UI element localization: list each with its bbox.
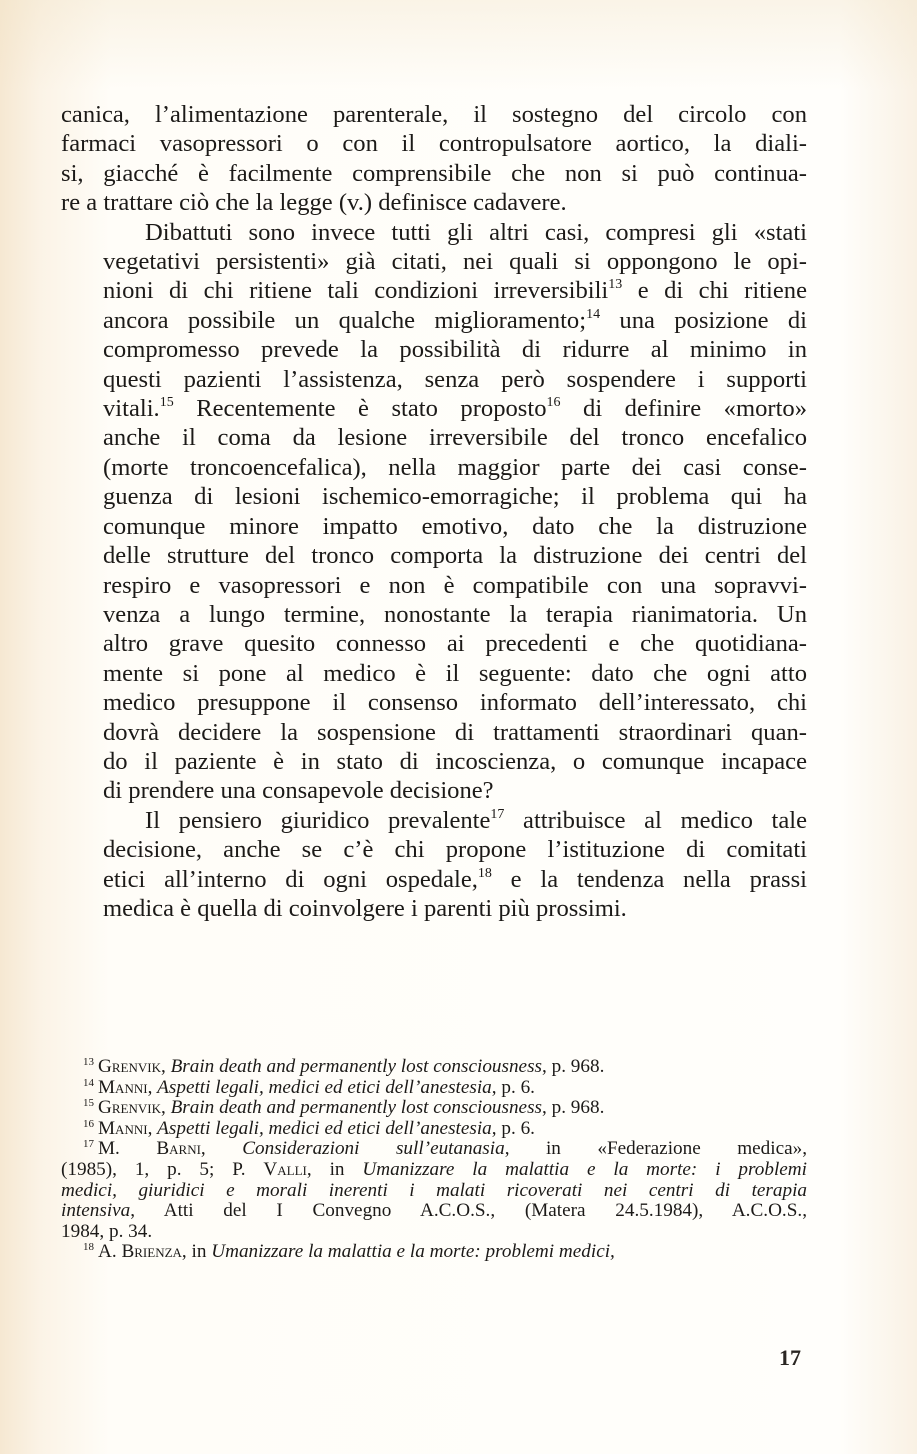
footnote-reference[interactable]: 18 <box>477 865 492 881</box>
text-line: canica, l’alimentazione parenterale, il sostegno del circolo con <box>61 101 807 128</box>
paragraph <box>61 100 807 218</box>
footnote-title: Brain death and permanently lost consciousness <box>170 1097 543 1119</box>
paragraph <box>61 218 807 806</box>
text-segment: ancora possibile un qualche miglioramento; <box>103 306 587 334</box>
footnote-reference[interactable]: 14 <box>586 306 601 322</box>
text-line: (morte troncoencefalica), nella maggior parte dei casi conse- <box>103 453 807 481</box>
text-line <box>61 806 807 835</box>
footnote-reference[interactable]: 17 <box>490 806 505 822</box>
text-line: medica è quella di coinvolgere i parenti più prossimi. <box>103 894 627 922</box>
footnote-text: , in «Federazione medica», <box>504 1138 807 1160</box>
footnote-line: $^{13}$ Grenvik, Brain death and permanently lost consciousness, p. 968. <box>83 1056 605 1077</box>
text-line: decisione, anche se c’è chi propone l’istituzione di comitati <box>103 836 807 864</box>
text-segment: e di chi ritiene <box>622 277 807 305</box>
footnote-author: Grenvik <box>98 1056 161 1077</box>
footnote-text: M. <box>98 1138 157 1160</box>
footnote-author: Brienza <box>121 1241 182 1263</box>
footnotes <box>61 1057 807 1263</box>
text-line: re a trattare ciò che la legge (v.) definisce cadavere. <box>61 189 567 217</box>
footnote-number: 16 <box>83 1117 94 1130</box>
footnote-line <box>61 1181 807 1202</box>
text-segment: Il pensiero giuridico prevalente <box>145 806 491 834</box>
footnote-author: Grenvik <box>98 1097 161 1119</box>
footnote-number: 13 <box>83 1056 94 1068</box>
footnote-13 <box>61 1057 807 1078</box>
footnote-author: Barni <box>156 1138 201 1160</box>
text-segment: vitali. <box>103 395 160 423</box>
text-line: si, giacché è facilmente comprensibile che non si può continua- <box>61 159 807 187</box>
text-line: Dibattuti sono invece tutti gli altri casi, compresi gli «stati <box>145 218 807 246</box>
footnote-17 <box>61 1139 807 1242</box>
footnote-citation: , p. 968. <box>542 1056 605 1077</box>
footnote-line: $^{14}$ Manni, Aspetti legali, medici ed etici dell’anestesia, p. 6. <box>83 1076 535 1098</box>
footnote-title: Umanizzare la malattia e la morte: i problemi <box>362 1158 807 1180</box>
footnote-author: Manni <box>98 1117 148 1139</box>
footnote-title: Aspetti legali, medici ed etici dell’anestesia <box>157 1076 492 1098</box>
footnote-text: (1985), 1, p. 5; P. <box>61 1158 264 1180</box>
text-line: compromesso prevede la possibilità di ridurre al minimo in <box>103 336 807 364</box>
footnote-line <box>61 1160 807 1181</box>
text-line: guenza di lesioni ischemico-emorragiche; il problema qui ha <box>103 483 807 511</box>
footnote-reference[interactable]: 16 <box>546 395 561 411</box>
footnote-text: , <box>200 1138 243 1160</box>
text-segment: Recentemente è stato proposto <box>173 395 547 423</box>
footnote-number: 15 <box>83 1097 94 1110</box>
footnote-reference[interactable]: 15 <box>159 395 174 411</box>
text-line: di prendere una consapevole decisione? <box>103 777 494 805</box>
text-line: dovrà decidere la sospensione di trattamenti straordinari quan- <box>103 718 807 746</box>
footnote-number: 14 <box>83 1076 94 1089</box>
footnote-text: 1984, p. 34. <box>61 1220 153 1242</box>
footnote-reference[interactable]: 13 <box>608 277 623 293</box>
footnote-title: Aspetti legali, medici ed etici dell’anestesia <box>157 1117 492 1139</box>
footnote-16 <box>61 1119 807 1140</box>
footnote-number: 18 <box>83 1241 94 1254</box>
footnote-text: , in <box>306 1158 363 1180</box>
text-line: medico presuppone il consenso informato dell’interessato, chi <box>103 689 807 717</box>
footnote-citation: , p. 6. <box>491 1117 535 1139</box>
footnote-line: $^{15}$ Grenvik, Brain death and permanently lost consciousness, p. 968. <box>83 1097 605 1119</box>
text-line: respiro e vasopressori e non è compatibile con una sopravvi- <box>103 571 807 599</box>
text-line: delle strutture del tronco comporta la distruzione dei centri del <box>103 542 807 570</box>
text-segment: e la tendenza nella prassi <box>491 865 807 893</box>
text-segment: nioni di chi ritiene tali condizioni irreversibili <box>103 277 609 305</box>
body-text <box>61 100 807 923</box>
footnote-18 <box>61 1242 807 1263</box>
paragraph <box>61 806 807 924</box>
footnote-number: 17 <box>83 1138 94 1151</box>
text-line: vegetativi persistenti» già citati, nei quali si oppongono le opi- <box>103 248 807 276</box>
footnote-line: $^{16}$ Manni, Aspetti legali, medici ed etici dell’anestesia, p. 6. <box>83 1117 535 1139</box>
footnote-line <box>61 1222 807 1243</box>
page-number: 17 <box>779 1345 801 1370</box>
footnote-title: Umanizzare la malattia e la morte: problemi medici, <box>211 1241 615 1263</box>
text-line <box>61 865 807 894</box>
text-line: venza a lungo termine, nonostante la terapia rianimatoria. Un <box>103 600 807 628</box>
text-line: mente si pone al medico è il seguente: dato che ogni atto <box>103 659 807 687</box>
footnote-citation: , p. 968. <box>542 1097 605 1119</box>
text-segment: di definire «morto» <box>560 395 808 423</box>
text-line: comunque minore impatto emotivo, dato che la distruzione <box>103 512 807 540</box>
footnote-title: Brain death and permanently lost consciousness <box>170 1056 543 1077</box>
footnote-14 <box>61 1078 807 1099</box>
footnote-author: Valli <box>263 1158 307 1180</box>
text-segment: una posizione di <box>600 306 807 334</box>
text-line: do il paziente è in stato di incoscienza, o comunque incapace <box>103 747 807 775</box>
text-line <box>61 276 807 305</box>
footnote-title: intensiva <box>61 1200 131 1222</box>
footnote-15 <box>61 1098 807 1119</box>
footnote-line <box>61 1139 807 1160</box>
footnote-text: A. <box>98 1241 122 1263</box>
text-line: anche il coma da lesione irreversibile del tronco encefalico <box>103 424 807 452</box>
text-line <box>61 306 807 335</box>
footnote-text: , Atti del I Convegno A.C.O.S., (Matera 24.5.1984), A.C.O.S., <box>130 1200 807 1222</box>
footnote-citation: , p. 6. <box>491 1076 535 1098</box>
footnote-author: Manni <box>98 1076 148 1098</box>
text-line: farmaci vasopressori o con il contropulsatore aortico, la diali- <box>61 130 807 158</box>
footnote-line <box>61 1201 807 1222</box>
footnote-title: medici, giuridici e morali inerenti i malati ricoverati nei centri di terapia <box>61 1179 807 1201</box>
text-line: altro grave quesito connesso ai precedenti e che quotidiana- <box>103 630 807 658</box>
text-segment: etici all’interno di ogni ospedale, <box>103 865 478 893</box>
footnote-text: , in <box>181 1241 212 1263</box>
text-segment: attribuisce al medico tale <box>504 806 807 834</box>
text-line <box>61 394 807 423</box>
footnote-title: Considerazioni sull’eutanasia <box>242 1138 505 1160</box>
text-line: questi pazienti l’assistenza, senza però sospendere i supporti <box>103 365 807 393</box>
paper-stain <box>0 0 917 90</box>
footnote-line <box>61 1242 807 1263</box>
